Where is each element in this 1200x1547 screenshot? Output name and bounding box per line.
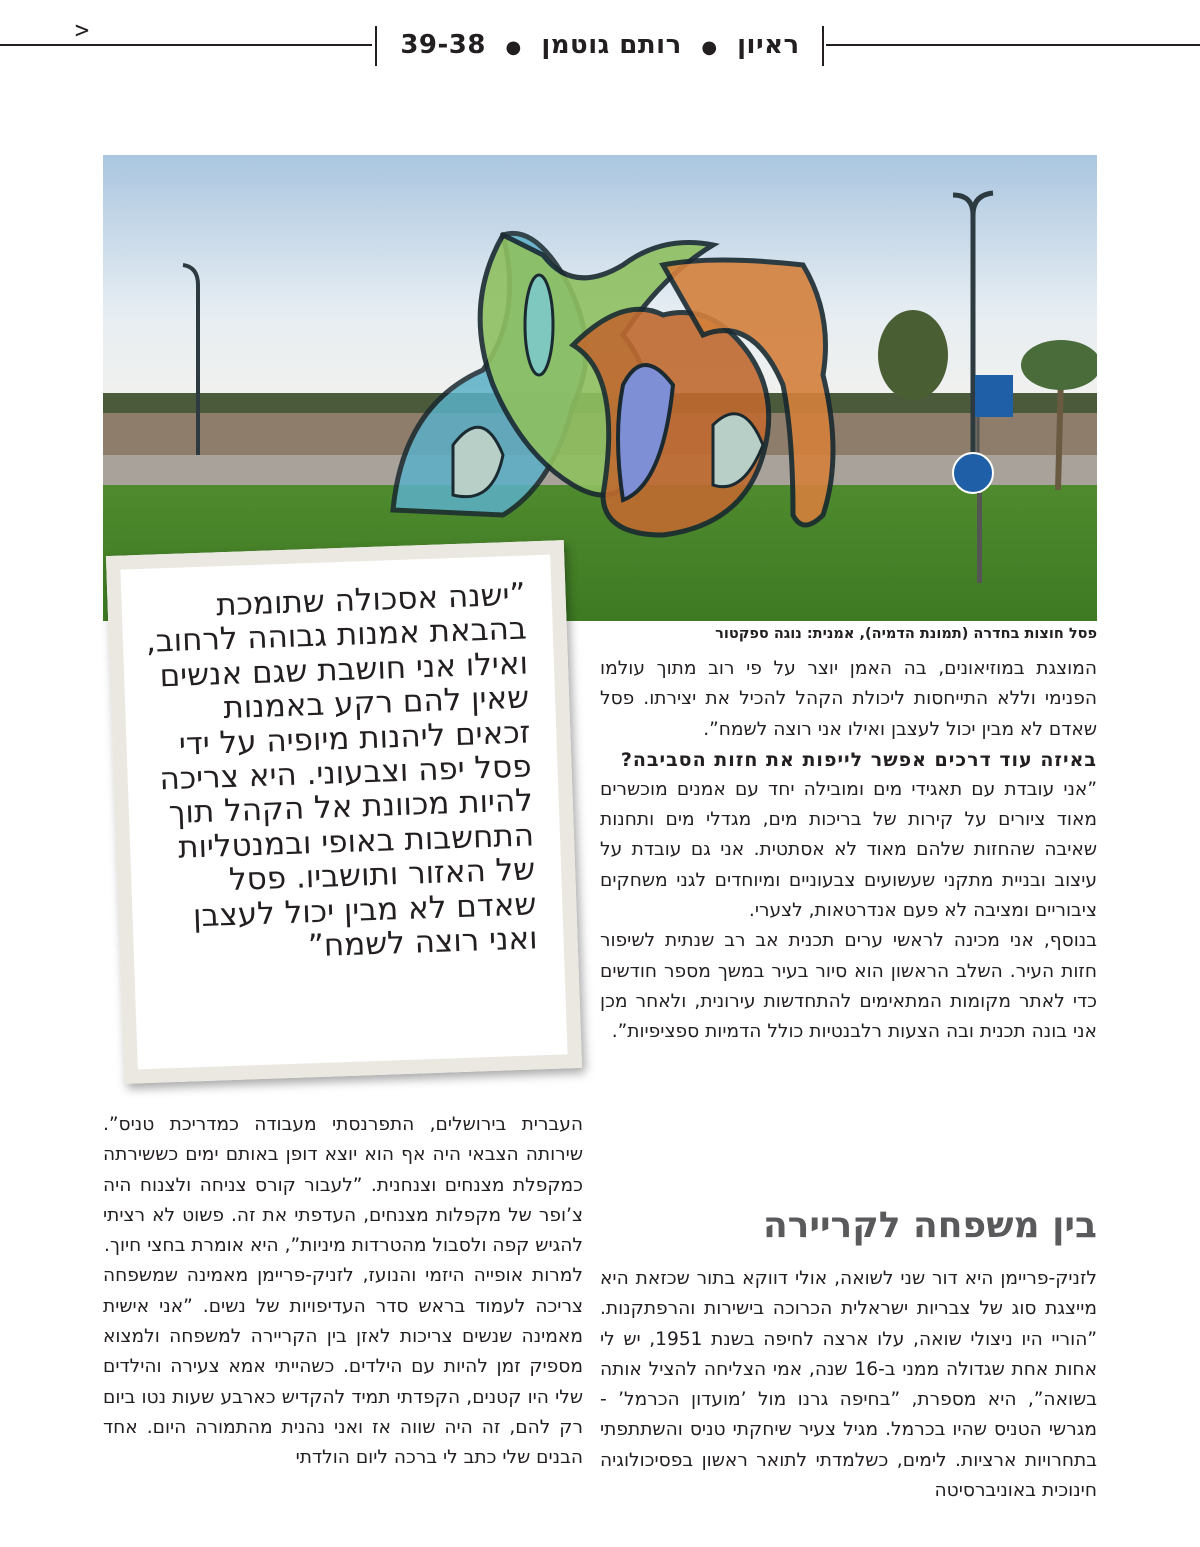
article-column-left (103, 1110, 583, 1474)
bullet-icon: ● (701, 37, 718, 58)
paragraph: המוצגת במוזיאונים, בה האמן יוצר על פי רוב מתוך עולמו הפנימי וללא התייחסות ליכולת הקהל להכיל את יצירתו. פסל שאדם לא מבין יכול לעצבן ואילו אני רוצה לשמח”. (600, 658, 1097, 740)
header-rule-right (826, 44, 1200, 46)
bullet-icon: ● (505, 37, 522, 58)
paragraph: למרות אופייה היזמי והנועז, לזניק-פריימן מאמינה שמשפחה צריכה לעמוד בראש סדר העדיפויות של נשים. ”אני אישית מאמינה שנשים צריכות לאזן בין הקריירה למשפחה ולמצוא מספיק זמן להיות עם הילדים. כשהייתי אמא צעירה והילדים שלי היו קטנים, הקפדתי תמיד להקדיש כארבע שעות נטו ביום רק להם, זה היה שווה אז ואני נהנית מהתמורה היום. אחד הבנים שלי כתב לי ברכה ליום הולדתי (103, 1265, 583, 1469)
paragraph: ”אני עובדת עם תאגידי מים ומובילה יחד עם אמנים מוכשרים מאוד ציורים על קירות של בריכות מים, מגדלי מים ותחנות שאיבה שהחזות שלהם מאוד לא אסתטית. אני גם עובדת על עיצוב ובניית מתקני שעשועים צבעוניים ומיוחדים לגני משחקים ציבוריים ומציבה לא פעם אנדרטאות, לצערי. (600, 778, 1097, 922)
header-divider-left (375, 26, 377, 66)
interview-question: באיזה עוד דרכים אפשר לייפות את חזות הסביבה? (620, 748, 1097, 771)
paragraph: בנוסף, אני מכינה לראשי ערים תכנית אב רב שנתית לשיפור חזות העיר. השלב הראשון הוא סיור בעיר במשך מספר חודשים כדי לאתר מקומות המתאימים להתחדשות עירונית, ולאחר מכן אני בונה תכנית ובה הצעות רלבנטיות כולל הדמיות ספציפיות”. (600, 930, 1097, 1043)
back-arrow-icon[interactable]: < (74, 16, 90, 44)
paragraph: העברית בירושלים, התפרנסתי מעבודה כמדריכת טניס”. שירותה הצבאי היה אף הוא יוצא דופן באותם ימים כששירתה כמקפלת מצנחים וצנחנית. ”לעבור קורס צניחה ולצנוח היה צ’ופר של מקפלות מצנחים, העדפתי את זה. פשוט לא רציתי להגיש קפה ולסבול מהטרדות מיניות”, היא אומרת בחצי חיוך. (103, 1114, 583, 1257)
article-column-right-bottom (600, 1264, 1097, 1506)
paragraph: לזניק-פריימן היא דור שני לשואה, אולי דווקא בתור שכזאת היא מייצגת סוג של צבריות ישראלית הכרוכה בישירות והרפתקנות. ”הוריי היו ניצולי שואה, עלו ארצה לחיפה בשנת 1951, יש לי אחות אחת שגדולה ממני ב-16 שנה, אמי הצליחה להציל אותה בשואה”, היא מספרת, ”בחיפה גרנו מול ’מועדון הכרמל’ - מגרשי הטניס שהיו בכרמל. מגיל צעיר שיחקתי טניס והשתתפתי בתחרויות ארציות. לימים, כשלמדתי לתואר ראשון בפסיכולוגיה חינוכית באוניברסיטה (600, 1268, 1098, 1502)
header-divider-right (822, 26, 824, 66)
running-header (380, 30, 820, 60)
pull-quote-box (106, 540, 582, 1084)
header-name: רותם גוטמן (541, 30, 682, 60)
header-pages: 39-38 (400, 30, 486, 60)
section-heading: בין משפחה לקריירה (762, 1205, 1097, 1246)
pull-quote-text: ”ישנה אסכולה שתומכת בהבאת אמנות גבוהה לרחוב, ואילו אני חושבת שגם אנשים שאין להם רקע באמנות זכאים ליהנות מיופיה על ידי פסל יפה וצבעוני. היא צריכה להיות מכוונת אל הקהל תוך התחשבות באופי ובמנטליות של האזור ותושביו. פסל שאדם לא מבין יכול לעצבן ואני רוצה לשמח” (145, 576, 539, 965)
header-section: ראיון (737, 30, 800, 60)
photo-caption: פסל חוצות בחדרה (תמונת הדמיה), אמנית: נוגה ספקטור (715, 626, 1097, 642)
header-rule-left (0, 44, 372, 46)
article-column-right-top (600, 654, 1097, 1048)
